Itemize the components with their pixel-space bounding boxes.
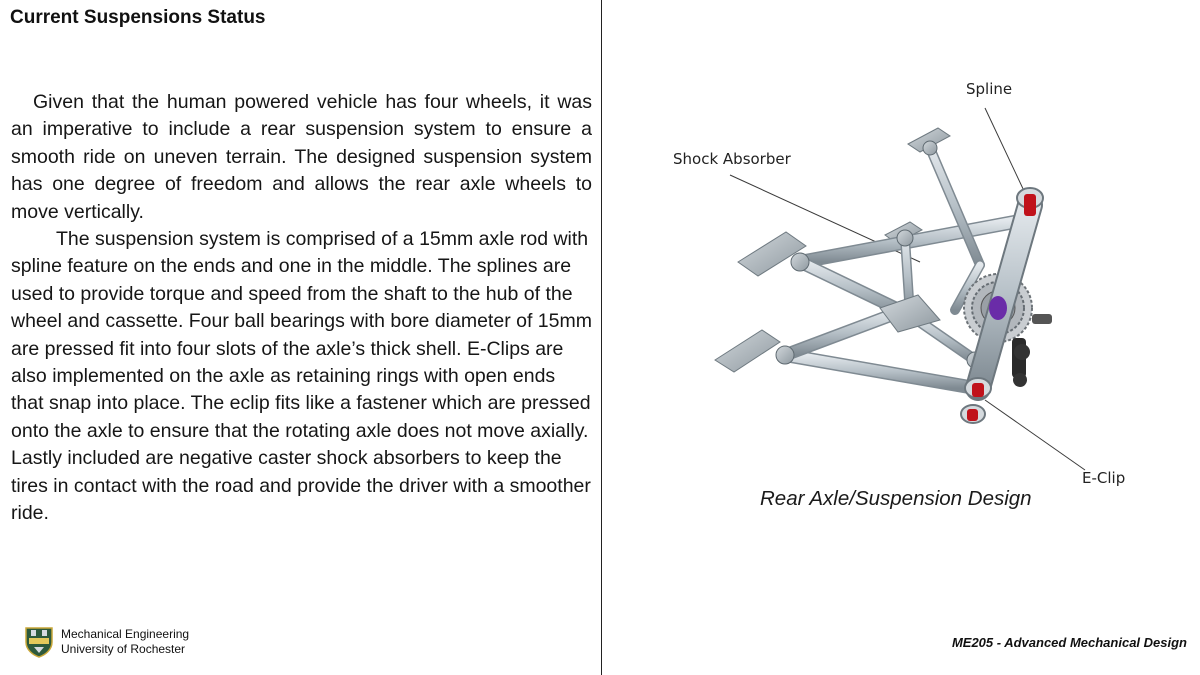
- slide-title: Current Suspensions Status: [10, 7, 266, 28]
- suspension-figure: [640, 70, 1180, 510]
- paragraph-2: The suspension system is comprised of a 15mm axle rod with spline feature on the ends and one in the middle. The splines are used to provide torque and speed from the shaft to the hub of the wheel and cassette. Four ball bearings with bore diameter of 15mm are pressed fit into four slots of the axle’s thick shell. E-Clips are also implemented on the axle as retaining rings with open ends that snap into place. The eclip fits like a fastener which are pressed onto the axle to ensure that the rotating axle does not move axially. Lastly included are negative caster shock absorbers to keep the tires in contact with the road and provide the driver with a smoother ride.: [11, 228, 592, 525]
- label-e-clip: E-Clip: [1082, 469, 1126, 487]
- suspension-render: [640, 70, 1180, 510]
- body-text: [11, 89, 592, 528]
- shield-icon: [24, 626, 54, 658]
- logo-line-1: Mechanical Engineering: [61, 627, 190, 641]
- figure-caption: Rear Axle/Suspension Design: [760, 487, 1032, 510]
- label-spline: Spline: [966, 80, 1013, 98]
- paragraph-1: Given that the human powered vehicle has four wheels, it was an imperative to include a rear suspension system to ensure a smooth ride on uneven terrain. The designed suspension system has one degree of freedom and allows the rear axle wheels to move vertically.: [11, 91, 592, 223]
- logo-line-2: University of Rochester: [61, 642, 186, 656]
- course-label: ME205 - Advanced Mechanical Design: [951, 635, 1187, 650]
- label-shock-absorber: Shock Absorber: [673, 150, 791, 168]
- vertical-divider: [601, 0, 602, 675]
- logo-text: [61, 627, 189, 657]
- university-logo: [24, 626, 189, 658]
